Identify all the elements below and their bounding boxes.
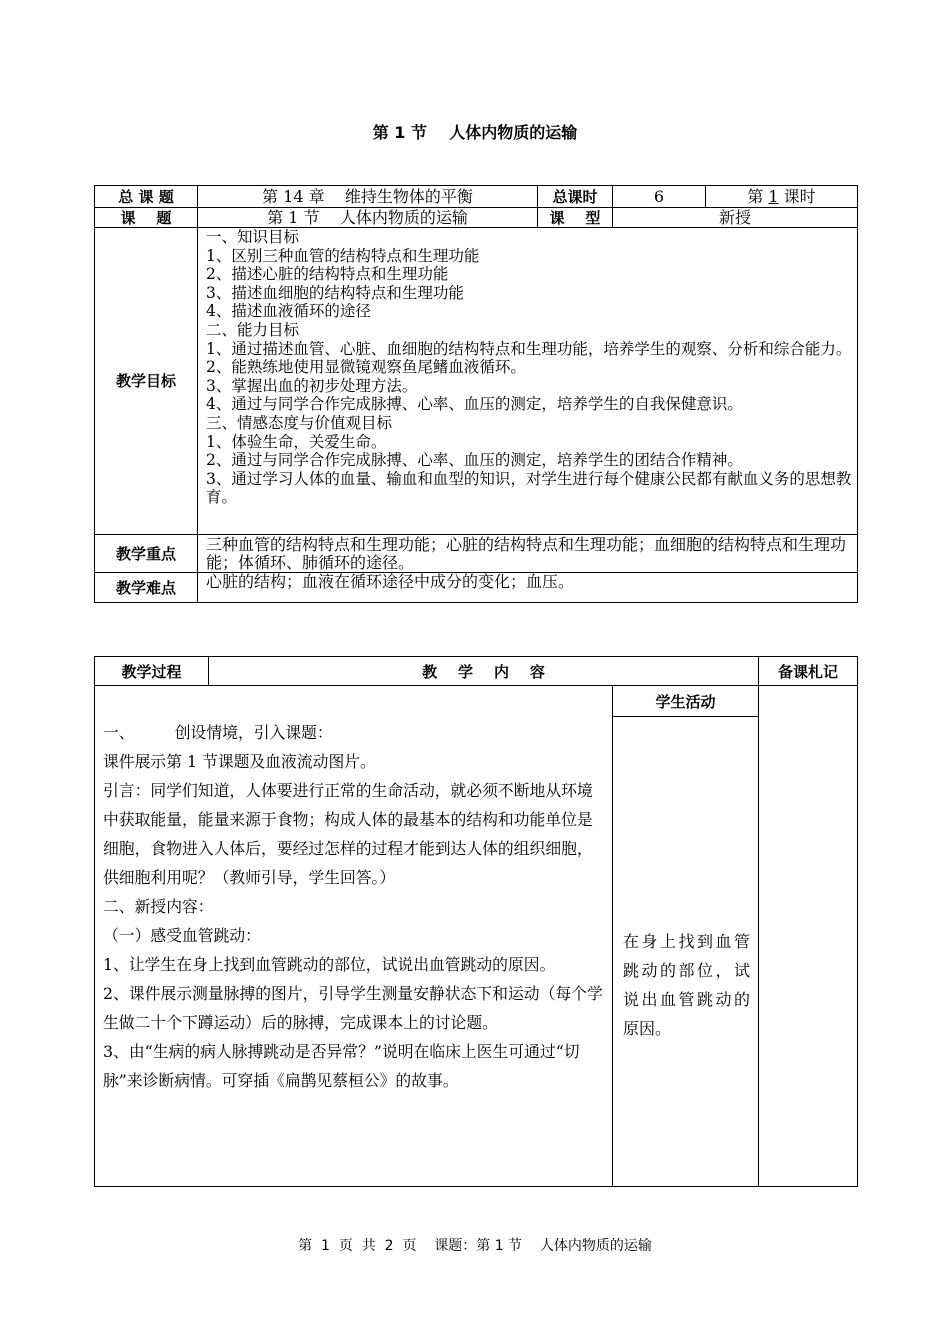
total-hours-label: 总课时 [538, 186, 613, 208]
difficulties-row [95, 573, 858, 603]
content-line: 1、让学生在身上找到血管跳动的部位，试说出血管跳动的原因。 [103, 955, 556, 974]
goals-content [198, 228, 858, 535]
goal-line: 二、能力目标 [206, 320, 300, 339]
goal-line: 3、描述血细胞的结构特点和生理功能 [206, 283, 464, 302]
content-line: 二、新授内容： [103, 897, 214, 916]
goal-line: 2、通过与同学合作完成脉搏、心率、血压的测定，培养学生的团结合作精神。 [206, 451, 743, 470]
page-title: 第 1 节 人体内物质的运输 [372, 123, 578, 142]
lesson-info-table [94, 185, 858, 603]
teaching-process-table [94, 656, 858, 1187]
notes-cell [759, 686, 858, 1187]
goals-label: 教学目标 [95, 228, 198, 535]
notes-label: 备课札记 [759, 657, 858, 686]
lesson-content [95, 686, 613, 1187]
key-points-label: 教学重点 [95, 535, 198, 573]
topic-value: 第 1 节 人体内物质的运输 [198, 208, 538, 228]
content-line: 2、课件展示测量脉搏的图片，引导学生测量安静状态下和运动（每个学生做二十个下蹲运动）后的脉搏，完成课本上的讨论题。 [103, 984, 603, 1032]
content-line: （一）感受血管跳动： [103, 926, 261, 945]
content-label: 教 学 内 容 [209, 657, 759, 686]
goal-line: 3、掌握出血的初步处理方法。 [206, 376, 418, 395]
goal-line: 3、通过学习人体的血量、输血和血型的知识，对学生进行每个健康公民都有献血义务的思想教育。 [206, 469, 852, 507]
goal-line: 2、能熟练地使用显微镜观察鱼尾鳍血液循环。 [206, 358, 526, 377]
goal-line: 三、情感态度与价值观目标 [206, 413, 393, 432]
goal-line: 1、体验生命，关爱生命。 [206, 432, 387, 451]
page-footer: 第 1 页 共 2 页 课题：第 1 节 人体内物质的运输 [298, 1238, 652, 1254]
difficulties-content: 心脏的结构；血液在循环途径中成分的变化；血压。 [198, 573, 858, 603]
type-value: 新授 [613, 208, 858, 228]
goals-row [95, 228, 858, 535]
lesson-number: 1 [768, 186, 779, 206]
goal-line: 一、知识目标 [206, 228, 300, 246]
key-points-row [95, 535, 858, 573]
total-hours-value: 6 [613, 186, 706, 208]
goal-line: 1、通过描述血管、心脏、血细胞的结构特点和生理功能，培养学生的观察、分析和综合能力。 [206, 339, 852, 358]
content-line: 3、由“生病的病人脉搏跳动是否异常？”说明在临床上医生可通过“切脉”来诊断病情。可穿插《扁鹊见蔡桓公》的故事。 [103, 1042, 580, 1090]
total-topic-row [95, 186, 858, 208]
goal-line: 4、通过与同学合作完成脉搏、心率、血压的测定，培养学生的自我保健意识。 [206, 395, 743, 414]
type-label: 课 型 [538, 208, 613, 228]
topic-row [95, 208, 858, 228]
total-topic-value: 第 14 章 维持生物体的平衡 [198, 186, 538, 208]
difficulties-label: 教学难点 [95, 573, 198, 603]
content-line: 引言：同学们知道，人体要进行正常的生命活动，就必须不断地从环境中获取能量，能量来源于食物；构成人体的最基本的结构和功能单位是细胞，食物进入人体后，要经过怎样的过程才能到达人体的组织细胞，供细胞利用呢？（教师引导，学生回答。） [103, 781, 593, 887]
topic-label: 课 题 [95, 208, 198, 228]
key-points-content: 三种血管的结构特点和生理功能；心脏的结构特点和生理功能；血细胞的结构特点和生理功能；体循环、肺循环的途径。 [198, 535, 858, 573]
activity-label: 学生活动 [613, 686, 759, 717]
activity-header-row [95, 686, 858, 717]
lesson-number-cell: 第 1 课时 [706, 186, 858, 208]
total-topic-label: 总 课 题 [95, 186, 198, 208]
content-line: 课件展示第 1 节课题及血液流动图片。 [103, 752, 376, 771]
goal-line: 2、描述心脏的结构特点和生理功能 [206, 265, 449, 284]
process-header-row [95, 657, 858, 686]
content-line: 一、 创设情境，引入课题： [103, 723, 333, 742]
student-activity: 在身上找到血管跳动的部位，试说出血管跳动的原因。 [613, 717, 759, 1187]
goal-line: 1、区别三种血管的结构特点和生理功能 [206, 246, 480, 265]
process-label: 教学过程 [95, 657, 209, 686]
goal-line: 4、描述血液循环的途径 [206, 302, 371, 321]
